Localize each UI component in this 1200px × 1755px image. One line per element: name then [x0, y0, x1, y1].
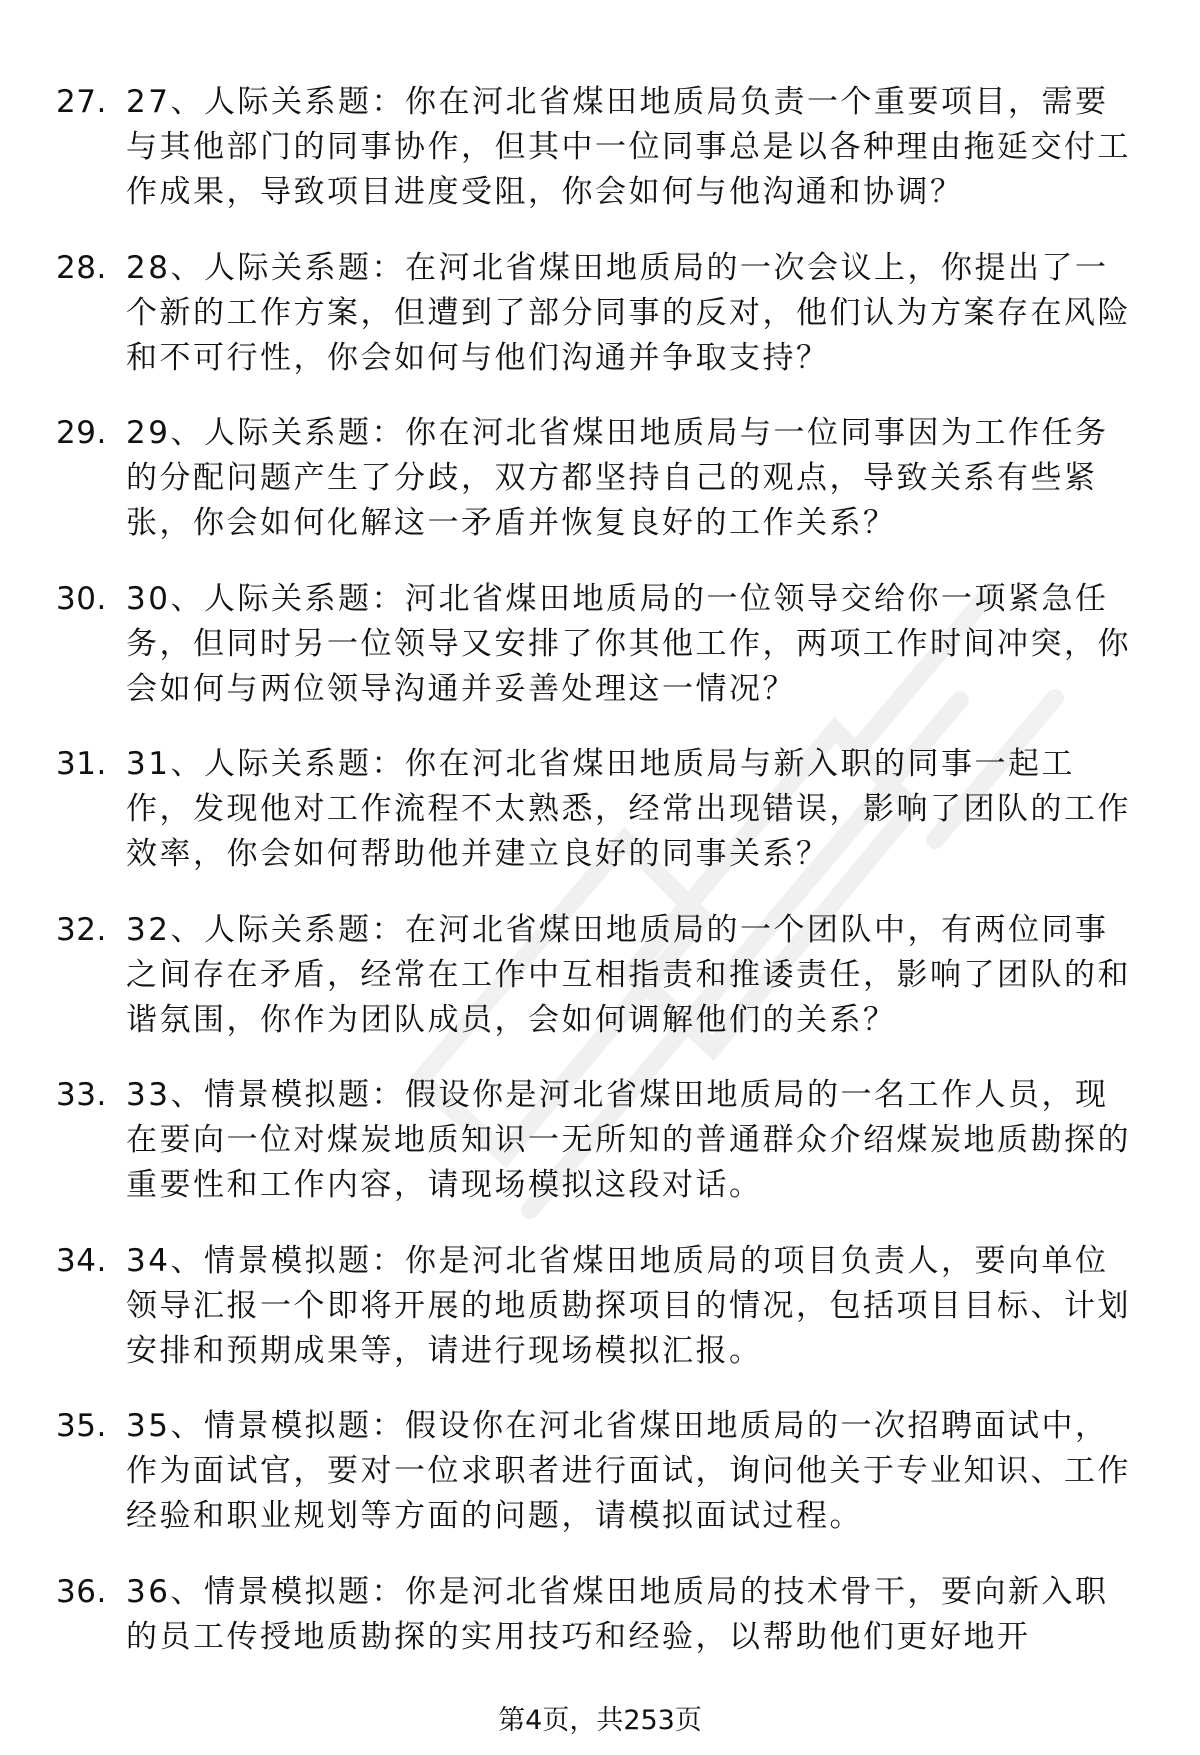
- question-number: 35.: [56, 1408, 107, 1444]
- question-32: [56, 908, 1136, 1043]
- question-number: 27.: [56, 84, 107, 120]
- question-text: 28、人际关系题：在河北省煤田地质局的一次会议上，你提出了一个新的工作方案，但遭到了部分同事的反对，他们认为方案存在风险和不可行性，你会如何与他们沟通并争取支持？: [126, 249, 1131, 376]
- question-31: [56, 742, 1136, 877]
- question-number: 28.: [56, 249, 107, 286]
- page-footer: 第4页，共253页: [498, 1705, 702, 1736]
- question-34: [56, 1239, 1136, 1374]
- question-36: [56, 1570, 1136, 1660]
- question-text: 29、人际关系题：你在河北省煤田地质局与一位同事因为工作任务的分配问题产生了分歧，双方都坚持自己的观点，导致关系有些紧张，你会如何化解这一矛盾并恢复良好的工作关系？: [126, 415, 1109, 541]
- question-33: [56, 1073, 1136, 1208]
- question-text: 31、人际关系题：你在河北省煤田地质局与新入职的同事一起工作，发现他对工作流程不太熟悉，经常出现错误，影响了团队的工作效率，你会如何帮助他并建立良好的同事关系？: [126, 746, 1131, 872]
- question-number: 30.: [56, 580, 107, 617]
- question-30: [56, 577, 1136, 712]
- question-text: 33、情景模拟题：假设你是河北省煤田地质局的一名工作人员，现在要向一位对煤炭地质知识一无所知的普通群众介绍煤炭地质勘探的重要性和工作内容，请现场模拟这段对话。: [126, 1077, 1131, 1203]
- question-number: 29.: [56, 415, 107, 451]
- question-number: 31.: [56, 746, 107, 782]
- question-29: [56, 411, 1136, 546]
- question-text: 36、情景模拟题：你是河北省煤田地质局的技术骨干，要向新入职的员工传授地质勘探的实用技巧和经验，以帮助他们更好地开: [126, 1573, 1109, 1655]
- question-number: 32.: [56, 911, 107, 948]
- question-list: [56, 80, 1136, 1690]
- question-text: 30、人际关系题：河北省煤田地质局的一位领导交给你一项紧急任务，但同时另一位领导又安排了你其他工作，两项工作时间冲突，你会如何与两位领导沟通并妥善处理这一情况？: [126, 580, 1131, 707]
- question-text: 35、情景模拟题：假设你在河北省煤田地质局的一次招聘面试中，作为面试官，要对一位求职者进行面试，询问他关于专业知识、工作经验和职业规划等方面的问题，请模拟面试过程。: [126, 1408, 1131, 1534]
- question-35: [56, 1404, 1136, 1539]
- question-28: [56, 246, 1136, 381]
- question-text: 27、人际关系题：你在河北省煤田地质局负责一个重要项目，需要与其他部门的同事协作，但其中一位同事总是以各种理由拖延交付工作成果，导致项目进度受阻，你会如何与他沟通和协调？: [126, 84, 1131, 210]
- question-text: 34、情景模拟题：你是河北省煤田地质局的项目负责人，要向单位领导汇报一个即将开展的地质勘探项目的情况，包括项目目标、计划安排和预期成果等，请进行现场模拟汇报。: [126, 1242, 1131, 1369]
- question-text: 32、人际关系题：在河北省煤田地质局的一个团队中，有两位同事之间存在矛盾，经常在工作中互相指责和推诿责任，影响了团队的和谐氛围，你作为团队成员，会如何调解他们的关系？: [126, 911, 1131, 1038]
- question-number: 34.: [56, 1242, 107, 1279]
- question-27: [56, 80, 1136, 215]
- question-number: 33.: [56, 1077, 107, 1113]
- question-number: 36.: [56, 1573, 107, 1610]
